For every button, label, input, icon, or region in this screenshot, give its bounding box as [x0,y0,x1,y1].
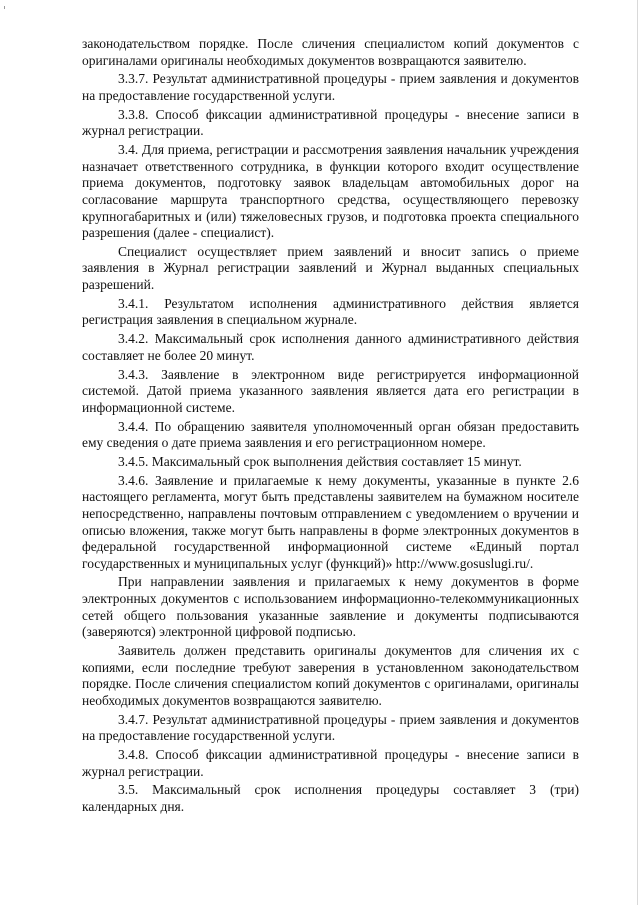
paragraph-3-4: 3.4. Для приема, регистрации и рассмотрения заявления начальник учреждения назначает ответственного сотрудника, в функции которого входит осуществление приема документов, подготовку заявок владельцам автомобильных дорог на согласование маршрута транспортного средства, осуществляющего перевозку крупногабаритных и (или) тяжеловесных грузов, и подготовка проекта специального разрешения (далее - специалист). [82,142,579,241]
paragraph-3-4-7: 3.4.7. Результат административной процедуры - прием заявления и документов на предоставление государственной услуги. [82,711,579,744]
paragraph-electronic-submission: При направлении заявления и прилагаемых к нему документов в форме электронных документов с использованием информационно-телекоммуникационных сетей общего пользования указанные заявление и документы подписываются (заверяются) электронной цифровой подписью. [82,574,579,640]
paragraph-3-4-8: 3.4.8. Способ фиксации административной процедуры - внесение записи в журнал регистрации. [82,746,579,779]
scan-artifact [4,6,5,9]
paragraph-3-5: 3.5. Максимальный срок исполнения процедуры составляет 3 (три) календарных дня. [82,782,579,814]
paragraph-originals: Заявитель должен представить оригиналы документов для сличения их с копиями, если последние требуют заверения в установленном законодательством порядке. После сличения специалистом копий документов с оригиналами, оригиналы необходимых документов возвращаются заявителю. [82,643,579,708]
document-page [82,36,579,818]
paragraph-3-3-8: 3.3.8. Способ фиксации административной процедуры - внесение записи в журнал регистрации. [82,106,579,139]
paragraph-3-4-3: 3.4.3. Заявление в электронном виде регистрируется информационной системой. Датой приема указанного заявления является дата его регистрации в информационной системе. [82,366,579,415]
paragraph-3-4-5: 3.4.5. Максимальный срок выполнения действия составляет 15 минут. [118,453,522,469]
paragraph-3-3-7: 3.3.7. Результат административной процедуры - прием заявления и документов на предоставление государственной услуги. [82,71,579,103]
paragraph-specialist: Специалист осуществляет прием заявлений и вносит запись о приеме заявления в Журнал регистрации заявлений и Журнал выданных специальных разрешений. [82,243,579,293]
paragraph-3-4-4: 3.4.4. По обращению заявителя уполномоченный орган обязан предоставить ему сведения о дате приема заявления и его регистрационном номере. [82,418,579,451]
paragraph-3-4-2: 3.4.2. Максимальный срок исполнения данного административного действия составляет не более 20 минут. [82,331,579,363]
paragraph-3-4-1: 3.4.1. Результатом исполнения административного действия является регистрация заявления в специальном журнале. [82,295,579,328]
paragraph-continuation: законодательством порядке. После сличения специалистом копий документов с оригиналами оригиналы необходимых документов возвращаются заявителю. [82,36,579,68]
paragraph-3-4-6: 3.4.6. Заявление и прилагаемые к нему документы, указанные в пункте 2.6 настоящего регламента, могут быть представлены заявителем на бумажном носителе непосредственно, направлены почтовым отправлением с уведомлением о вручении и описью вложения, также могут быть направлены в форме электронных документов в федеральной государственной информационной системе «Единый портал государственных и муниципальных услуг (функций)» http://www.gosuslugi.ru/. [82,472,579,571]
scan-edge-line [637,0,638,905]
